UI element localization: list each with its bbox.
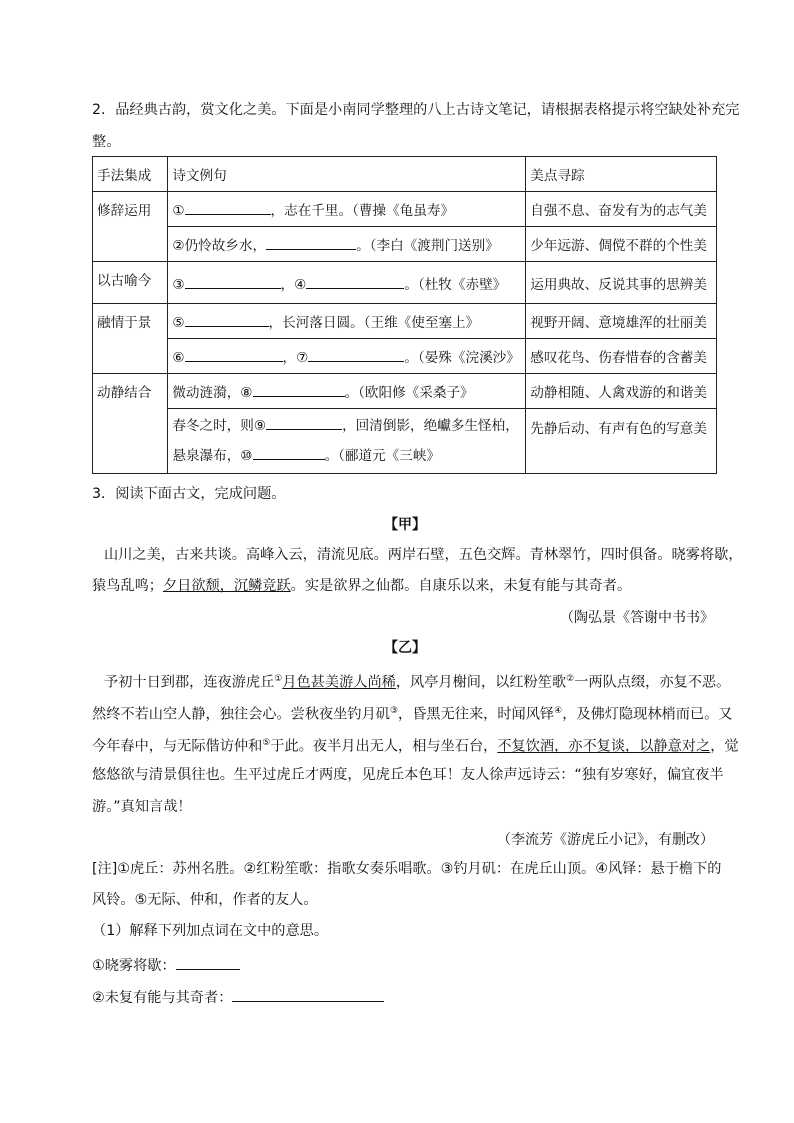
table-header-row bbox=[93, 157, 717, 192]
yi-line5: 游。”真知言哉！ bbox=[92, 799, 192, 815]
beauty-cell: 先静后动、有声有色的写意美 bbox=[526, 409, 717, 474]
yi-source: （李流芳《游虎丘小记》，有删改） bbox=[497, 832, 714, 848]
item-2: ②未复有能与其奇者： bbox=[92, 987, 384, 1008]
example-cell: 春冬之时，则⑨ ，回清倒影，绝巘多生怪柏， 悬泉瀑布，⑩ 。（郦道元《三峡》 bbox=[168, 409, 526, 474]
example-cell: ③ ，④ 。（杜牧《赤壁》 bbox=[168, 262, 526, 304]
q2-title-line2: 整。 bbox=[92, 134, 121, 150]
underlined-phrase: 夕日欲颓，沉鳞竞跃 bbox=[162, 578, 291, 594]
jia-source: （陶弘景《答谢中书书》 bbox=[560, 610, 714, 626]
underlined-phrase: 不复饮酒，亦不复谈，以静意对之 bbox=[497, 738, 711, 755]
beauty-cell: 视野开阔、意境雄浑的壮丽美 bbox=[526, 304, 717, 339]
example-cell: 微动涟漪，⑧ 。（欧阳修《采桑子》 bbox=[168, 374, 526, 409]
q3-title: 3．阅读下面古文，完成问题。 bbox=[92, 486, 286, 502]
item-1: ①晓雾将歇： bbox=[92, 955, 240, 976]
answer-blank[interactable] bbox=[185, 312, 269, 327]
table-row bbox=[93, 339, 717, 374]
answer-blank[interactable] bbox=[185, 274, 281, 289]
underlined-phrase: 月色甚美游人尚稀 bbox=[282, 674, 396, 691]
note-line1: [注]①虎丘：苏州名胜。②红粉笙歌：指歌女奏乐唱歌。③钓月矶：在虎丘山顶。④风铎：悬于檐下的 bbox=[92, 861, 722, 877]
header-example: 诗文例句 bbox=[168, 157, 526, 192]
method-cell: 动静结合 bbox=[93, 374, 168, 474]
example-cell: ⑤ ，长河落日圆。（王维《使至塞上》 bbox=[168, 304, 526, 339]
method-cell: 以古喻今 bbox=[93, 262, 168, 304]
beauty-cell: 自强不息、奋发有为的志气美 bbox=[526, 192, 717, 227]
answer-blank[interactable] bbox=[266, 415, 342, 430]
yi-line4: 悠悠欲与清景俱往也。生平过虎丘才两度，见虎丘本色耳！友人徐声远诗云：“独有岁寒好，偏宜夜半 bbox=[92, 767, 724, 783]
answer-blank[interactable] bbox=[185, 347, 283, 362]
table-row bbox=[93, 227, 717, 262]
jia-line2: 猿鸟乱鸣；夕日欲颓，沉鳞竞跃。实是欲界之仙都。自康乐以来，未复有能与其奇者。 bbox=[92, 578, 632, 594]
beauty-cell: 运用典故、反说其事的思辨美 bbox=[526, 262, 717, 304]
jia-label: 【甲】 bbox=[384, 517, 426, 533]
table-row bbox=[93, 409, 717, 474]
yi-line3: 今年春中，与无际偕访仲和⑤于此。夜半月出无人，相与坐石台，不复饮酒，亦不复谈，以静意对之，觉 bbox=[92, 738, 739, 755]
poetry-notes-table bbox=[92, 156, 717, 474]
table-row bbox=[93, 374, 717, 409]
example-cell: ②仍怜故乡水， 。（李白《渡荆门送别》 bbox=[168, 227, 526, 262]
header-method: 手法集成 bbox=[93, 157, 168, 192]
jia-line1: 山川之美，古来共谈。高峰入云，清流见底。两岸石壁，五色交辉。青林翠竹，四时俱备。晓雾将歇， bbox=[104, 547, 743, 563]
note-line2: 风铃。⑤无际、仲和，作者的友人。 bbox=[92, 892, 318, 908]
answer-blank[interactable] bbox=[306, 274, 404, 289]
example-cell: ① ，志在千里。（曹操《龟虽寿》 bbox=[168, 192, 526, 227]
q2-title-line1: 2．品经典古韵，赏文化之美。下面是小南同学整理的八上古诗文笔记，请根据表格提示将空缺处补充完 bbox=[92, 102, 740, 118]
table-row bbox=[93, 304, 717, 339]
answer-blank[interactable] bbox=[253, 382, 345, 397]
beauty-cell: 动静相随、人禽戏游的和谐美 bbox=[526, 374, 717, 409]
answer-blank[interactable] bbox=[176, 955, 240, 970]
answer-blank[interactable] bbox=[266, 235, 356, 250]
yi-line2: 然终不若山空人静，独往会心。尝秋夜坐钓月矶③，昏黑无往来，时闻风铎④，及佛灯隐现林梢而已。又 bbox=[92, 706, 733, 723]
example-cell: ⑥ ，⑦ 。（晏殊《浣溪沙》 bbox=[168, 339, 526, 374]
beauty-cell: 少年远游、倜傥不群的个性美 bbox=[526, 227, 717, 262]
yi-label: 【乙】 bbox=[384, 640, 426, 656]
answer-blank[interactable] bbox=[308, 347, 404, 362]
answer-blank[interactable] bbox=[232, 987, 384, 1002]
method-cell: 修辞运用 bbox=[93, 192, 168, 262]
answer-blank[interactable] bbox=[253, 445, 325, 460]
table-row bbox=[93, 262, 717, 304]
table-row bbox=[93, 192, 717, 227]
header-beauty: 美点寻踪 bbox=[526, 157, 717, 192]
method-cell: 融情于景 bbox=[93, 304, 168, 374]
beauty-cell: 感叹花鸟、伤春惜春的含蓄美 bbox=[526, 339, 717, 374]
yi-line1: 予初十日到郡，连夜游虎丘①月色甚美游人尚稀，风亭月榭间，以红粉笙歌②一两队点缀，亦复不恶。 bbox=[104, 674, 731, 691]
sub-question-1: （1）解释下列加点词在文中的意思。 bbox=[92, 923, 329, 939]
answer-blank[interactable] bbox=[185, 200, 271, 215]
